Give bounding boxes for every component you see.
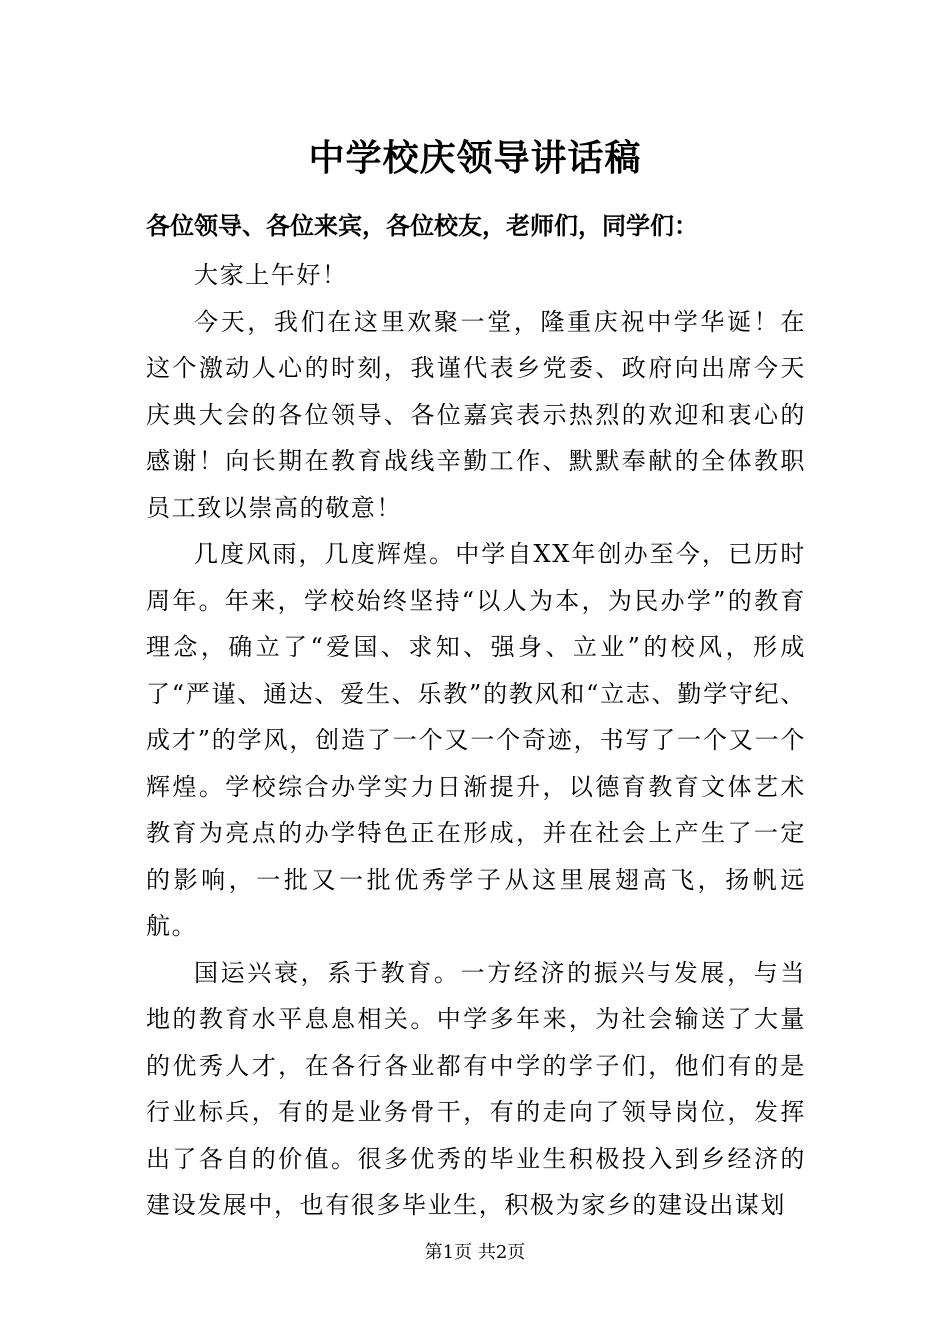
document-title: 中学校庆领导讲话稿 [308,137,642,179]
paragraph-education: 国运兴衰，系于教育。一方经济的振兴与发展，与当地的教育水平息息相关。中学多年来，为社会输送了大量的优秀人才，在各行各业都有中学的学子们，他们有的是行业标兵，有的是业务骨干，有的走向了领导岗位，发挥出了各自的价值。很多优秀的毕业生积极投入到乡经济的建设发展中，也有很多毕业生，积极为家乡的建设出谋划 [146,958,806,1219]
document-body [146,252,806,1229]
paragraph-welcome: 今天，我们在这里欢聚一堂，隆重庆祝中学华诞！在这个激动人心的时刻，我谨代表乡党委、政府向出席今天庆典大会的各位领导、各位嘉宾表示热烈的欢迎和衷心的感谢！向长期在教育战线辛勤工作、默默奉献的全体教职员工致以崇高的敬意！ [146,307,806,522]
page-number: 第1页 共2页 [424,1242,526,1263]
salutation: 各位领导、各位来宾，各位校友，老师们，同学们： [146,211,698,240]
paragraph-history: 几度风雨，几度辉煌。中学自XX年创办至今，已历时周年。年来，学校始终坚持“以人为本，为民办学”的教育理念，确立了“爱国、求知、强身、立业”的校风，形成了“严谨、通达、爱生、乐教”的教风和“立志、勤学守纪、成才”的学风，创造了一个又一个奇迹，书写了一个又一个辉煌。学校综合办学实力日渐提升，以德育教育文体艺术教育为亮点的办学特色正在形成，并在社会上产生了一定的影响，一批又一批优秀学子从这里展翅高飞，扬帆远航。 [146,540,806,940]
paragraph-greeting: 大家上午好！ [194,261,348,289]
